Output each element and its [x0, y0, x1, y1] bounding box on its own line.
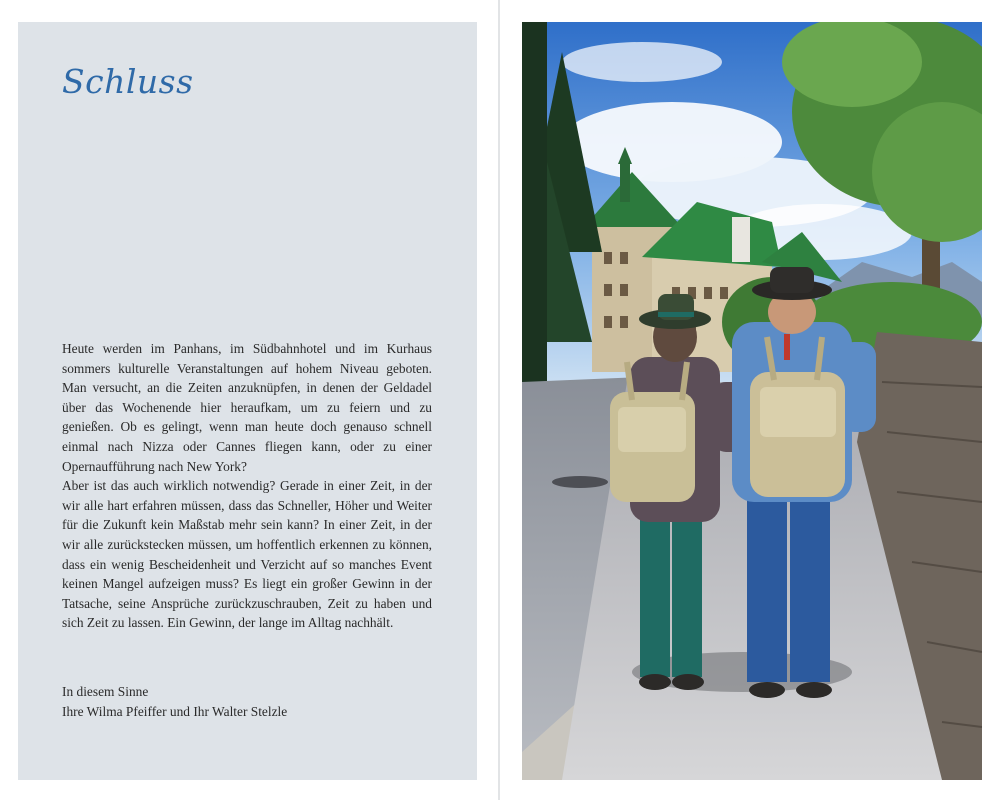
closing-signature — [62, 682, 432, 721]
chapter-title: Schluss — [62, 62, 194, 101]
paragraph-2: Aber ist das auch wirklich notwendig? Gerade in einer Zeit, in der wir alle hart erfahren müssen, dass das Schneller, Höher und Weiter für die Zukunft kein Maßstab mehr sein kann? In einer Zeit, in der wir alle zurückstecken müssen, um hoffentlich erkennen zu können, dass ein wenig Bescheidenheit und Verzicht auf so manches Event keinen Mangel aufzeigen muss? Es liegt ein großer Gewinn in der Tatsache, seine Ansprüche zurückzuschrauben, Zeit zu haben und sich Zeit zu lassen. Ein Gewinn, der lange im Alltag nachhält. — [62, 478, 432, 631]
hiking-couple-photo — [522, 22, 982, 780]
closing-authors: Ihre Wilma Pfeiffer und Ihr Walter Stelzle — [62, 703, 288, 719]
closing-greeting: In diesem Sinne — [62, 684, 149, 699]
page-gutter — [498, 0, 500, 800]
body-text — [62, 339, 432, 633]
left-page — [18, 22, 477, 780]
paragraph-1: Heute werden im Panhans, im Südbahnhotel und im Kurhaus sommers kulturelle Veranstaltungen auf hohem Niveau geboten. Man versucht, an die Zeiten anzuknüpfen, in denen der Geldadel über das Wochenende hier heraufkam, um zu feiern und zu genießen. Ob es gelingt, wenn man heute doch genauso schnell einmal nach Nizza oder Cannes fliegen kann, oder zu einer Opernaufführung nach New York? — [62, 341, 432, 474]
